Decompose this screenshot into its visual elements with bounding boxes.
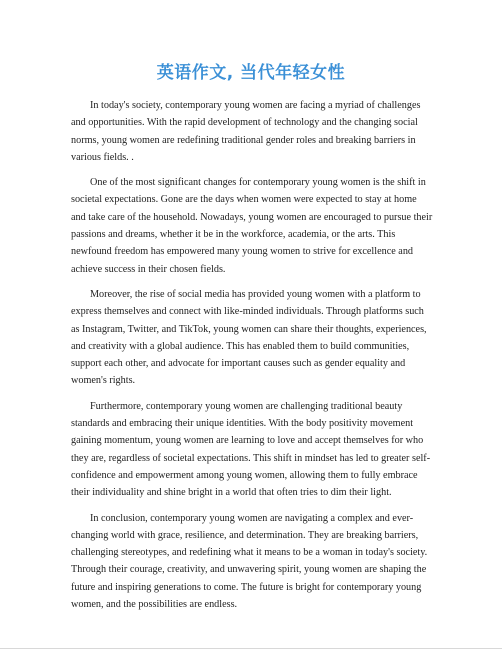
paragraph-societal-expectations: One of the most significant changes for contemporary young women is the shift in societal expectations. Gone are the days when women were expected to stay at home and take care of the household. Nowadays, young women are encouraged to pursue their passions and dreams, whether it be in the workforce, academia, or the arts. This newfound freedom has empowered many young women to strive for excellence and achieve success in their chosen fields. (71, 177, 433, 275)
document-body (71, 97, 433, 621)
paragraph-beauty-standards: Furthermore, contemporary young women are challenging traditional beauty standards and embracing their unique identities. With the body positivity movement gaining momentum, young women are learning to love and accept themselves for who they are, regardless of societal expectations. This shift in mindset has led to greater self-confidence and empowerment among young women, allowing them to fully embrace their individuality and shine bright in a world that often tries to dim their light. (71, 400, 431, 499)
paragraph-social-media: Moreover, the rise of social media has provided young women with a platform to express themselves and connect with like-minded individuals. Through platforms such as Instagram, Twitter, and TikTok, young women can share their thoughts, experiences, and creativity with a global audience. This has enabled them to build communities, support each other, and advocate for important causes such as gender equality and women's rights. (71, 288, 427, 387)
paragraph-intro: In today's society, contemporary young women are facing a myriad of challenges and opportunities. With the rapid development of technology and the changing social norms, young women are redefining traditional gender roles and breaking barriers in various fields. . (71, 100, 421, 163)
paragraph-conclusion: In conclusion, contemporary young women are navigating a complex and ever-changing world with grace, resilience, and determination. They are breaking barriers, challenging stereotypes, and redefining what it means to be a woman in today's society. Through their courage, creativity, and unwavering spirit, young women are shaping the future and inspiring generations to come. The future is bright for contemporary young women, and the possibilities are endless. (71, 512, 428, 611)
document-title: 英语作文, 当代年轻女性 (156, 63, 346, 83)
